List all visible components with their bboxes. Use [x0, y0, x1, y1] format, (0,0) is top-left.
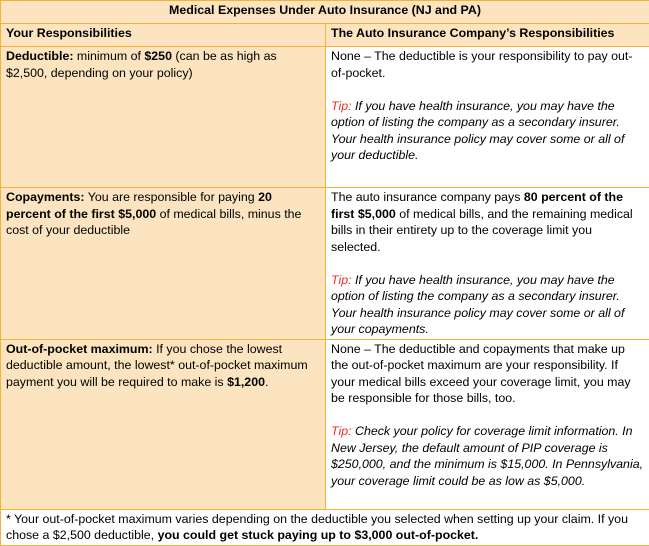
table-row-copayments: [1, 188, 649, 340]
copayments-your-cell: [1, 188, 326, 340]
deductible-insurer-cell: [326, 47, 649, 188]
cell-text: .: [265, 375, 268, 389]
cell-text-part: of medical bills, and the remaining medical bills in their entirety up to the coverage limit you selected.: [331, 207, 633, 254]
footnote-bold-text: you could get stuck paying up to $3,000 out-of-pocket.: [158, 528, 479, 542]
table-title: Medical Expenses Under Auto Insurance (NJ and PA): [1, 1, 649, 24]
header-insurer-responsibilities: The Auto Insurance Company’s Responsibilities: [326, 24, 649, 47]
cell-bold-text: 20 percent of the first $5,000: [6, 190, 272, 221]
tip-note: [331, 272, 644, 338]
header-your-responsibilities: Your Responsibilities: [1, 24, 326, 47]
copayments-insurer-cell: [326, 188, 649, 340]
row-label: Deductible:: [6, 49, 73, 63]
cell-bold-text: $1,200: [227, 375, 265, 389]
row-label: Copayments:: [6, 190, 85, 204]
cell-text: If you chose the lowest deductible amount, the lowest* out-of-pocket maximum payment you will be required to make is: [6, 342, 308, 389]
footnote-text: * Your out-of-pocket maximum varies depending on the deductible you selected when setting up your claim. If you chose a $2,500 deductible,: [6, 512, 628, 543]
tip-label: Tip:: [331, 273, 352, 287]
tip-label: Tip:: [331, 99, 352, 113]
footnote: [1, 509, 649, 545]
out-of-pocket-your-cell: [1, 339, 326, 509]
cell-text: You are responsible for paying: [85, 190, 259, 204]
cell-text: None – The deductible is your responsibility to pay out-of-pocket.: [331, 48, 644, 81]
tip-text: If you have health insurance, you may have the option of listing the company as a secondary insurer. Your health insurance policy may cover some or all of your deductible.: [331, 99, 624, 163]
deductible-your-cell: [1, 47, 326, 188]
cell-bold-text: $250: [144, 49, 172, 63]
cell-text: minimum of: [73, 49, 144, 63]
cell-text: None – The deductible and copayments that make up the out-of-pocket maximum are your responsibility. If your medical bills exceed your coverage limit, you may be responsible for those bills, too.: [331, 341, 644, 407]
cell-bold-text: 80 percent of the first $5,000: [331, 190, 623, 221]
cell-text: (can be as high as $2,500, depending on your policy): [6, 49, 277, 80]
tip-note: [331, 423, 644, 489]
cell-text: of medical bills, minus the cost of your deductible: [6, 207, 301, 238]
tip-note: [331, 98, 644, 164]
out-of-pocket-insurer-cell: [326, 339, 649, 509]
tip-text: Check your policy for coverage limit information. In New Jersey, the default amount of PIP coverage is $250,000, and the minimum is $15,000. In Pennsylvania, your coverage limit could be as low as $5,000.: [331, 424, 643, 488]
tip-text: If you have health insurance, you may have the option of listing the company as a secondary insurer. Your health insurance policy may cover some or all of your copayments.: [331, 273, 624, 337]
tip-label: Tip:: [331, 424, 352, 438]
cell-text-part: The auto insurance company pays: [331, 190, 524, 204]
table-row-deductible: [1, 47, 649, 188]
row-label: Out-of-pocket maximum:: [6, 342, 153, 356]
cell-text: [331, 189, 644, 255]
table-row-out-of-pocket: [1, 339, 649, 509]
